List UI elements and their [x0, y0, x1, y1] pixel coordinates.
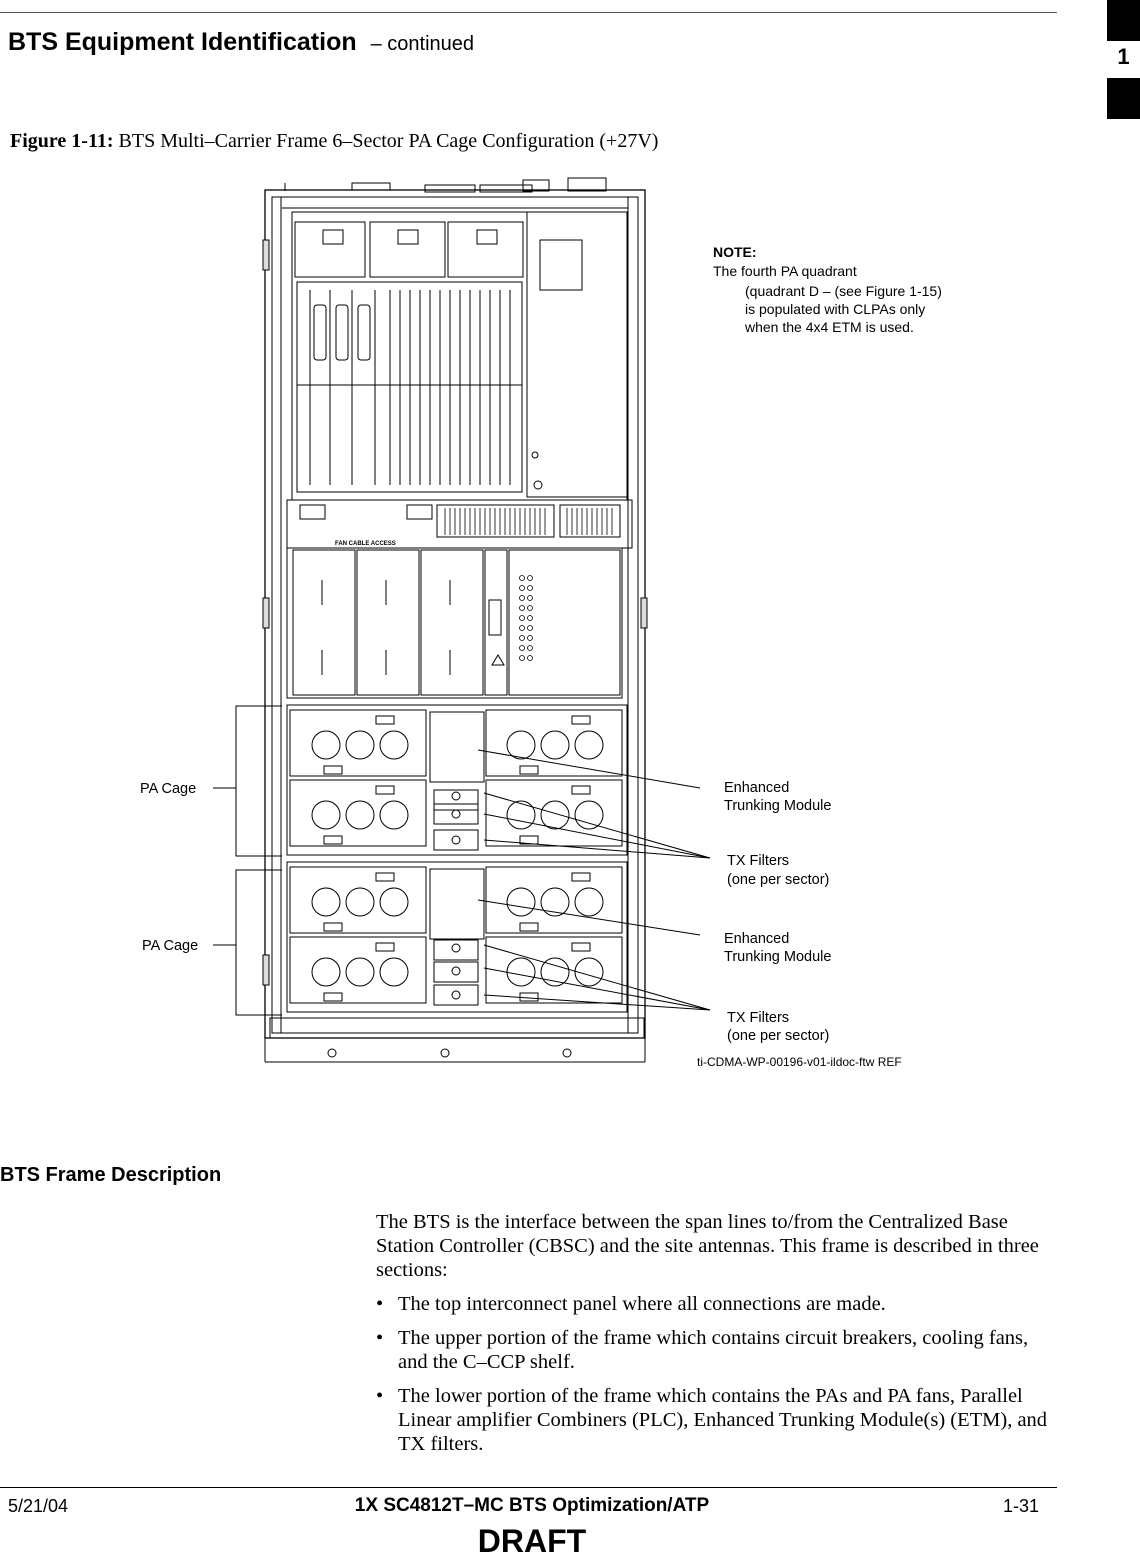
- tx-filters-lower-label-line-2: (one per sector): [727, 1028, 830, 1044]
- bullet-dot: •: [376, 1327, 384, 1349]
- bullet-dot: •: [376, 1385, 384, 1407]
- figure-caption-text: BTS Multi–Carrier Frame 6–Sector PA Cage Configuration (+27V): [118, 130, 659, 152]
- tx-filters-upper-label-line-2: (one per sector): [727, 872, 830, 888]
- bullet-dot: •: [376, 1293, 384, 1315]
- etm-upper-label-line-2: Trunking Module: [724, 798, 832, 814]
- etm-lower-label-line-1: Enhanced: [724, 931, 790, 947]
- note-line-1: The fourth PA quadrant: [713, 263, 857, 279]
- tx-filters-lower-label-line-1: TX Filters: [727, 1010, 790, 1026]
- tx-filters-upper-label-line-1: TX Filters: [727, 853, 790, 869]
- draft-watermark: DRAFT: [477, 1523, 587, 1559]
- bullet-text: The top interconnect panel where all connections are made.: [398, 1293, 886, 1315]
- header-continued-text: – continued: [370, 33, 475, 55]
- etm-lower-label-line-2: Trunking Module: [724, 949, 832, 965]
- pa-cage-lower-label: PA Cage: [142, 938, 199, 954]
- fan-cable-access-label: FAN CABLE ACCESS: [335, 541, 396, 547]
- note-line-3: is populated with CLPAs only: [745, 301, 926, 317]
- footer-date: 5/21/04: [8, 1496, 69, 1516]
- footer-document-title: 1X SC4812T–MC BTS Optimization/ATP: [354, 1495, 710, 1516]
- footer-rule: [0, 1487, 1057, 1488]
- etm-upper-label-line-1: Enhanced: [724, 780, 790, 796]
- note-line-4: when the 4x4 ETM is used.: [745, 319, 914, 335]
- note-title: NOTE:: [713, 244, 757, 260]
- header-title-text: BTS Equipment Identification: [8, 28, 357, 56]
- footer-page-number: 1-31: [1003, 1496, 1040, 1516]
- chapter-tab-number: 1: [1117, 44, 1130, 69]
- bullet-item: [376, 1384, 1056, 1456]
- figure-reference-id: ti-CDMA-WP-00196-v01-ildoc-ftw REF: [697, 1055, 902, 1069]
- bullet-item: [376, 1326, 1056, 1374]
- note-line-2: (quadrant D – (see Figure 1-15): [745, 283, 942, 299]
- section-body: [376, 1210, 1056, 1466]
- bullet-text: The upper portion of the frame which contains circuit breakers, cooling fans, and the C–CCP shelf.: [398, 1327, 1029, 1373]
- section-paragraph: The BTS is the interface between the span lines to/from the Centralized Base Station Controller (CBSC) and the site antennas. This frame is described in three sections:: [376, 1211, 1039, 1281]
- figure-caption-label: Figure 1-11:: [10, 130, 114, 152]
- bullet-text: The lower portion of the frame which contains the PAs and PA fans, Parallel Linear amplifier Combiners (PLC), Enhanced Trunking Module(s) (ETM), and TX filters.: [398, 1385, 1048, 1455]
- bullet-item: [376, 1292, 1056, 1316]
- section-heading: BTS Frame Description: [0, 1164, 222, 1186]
- pa-cage-upper-label: PA Cage: [140, 781, 197, 797]
